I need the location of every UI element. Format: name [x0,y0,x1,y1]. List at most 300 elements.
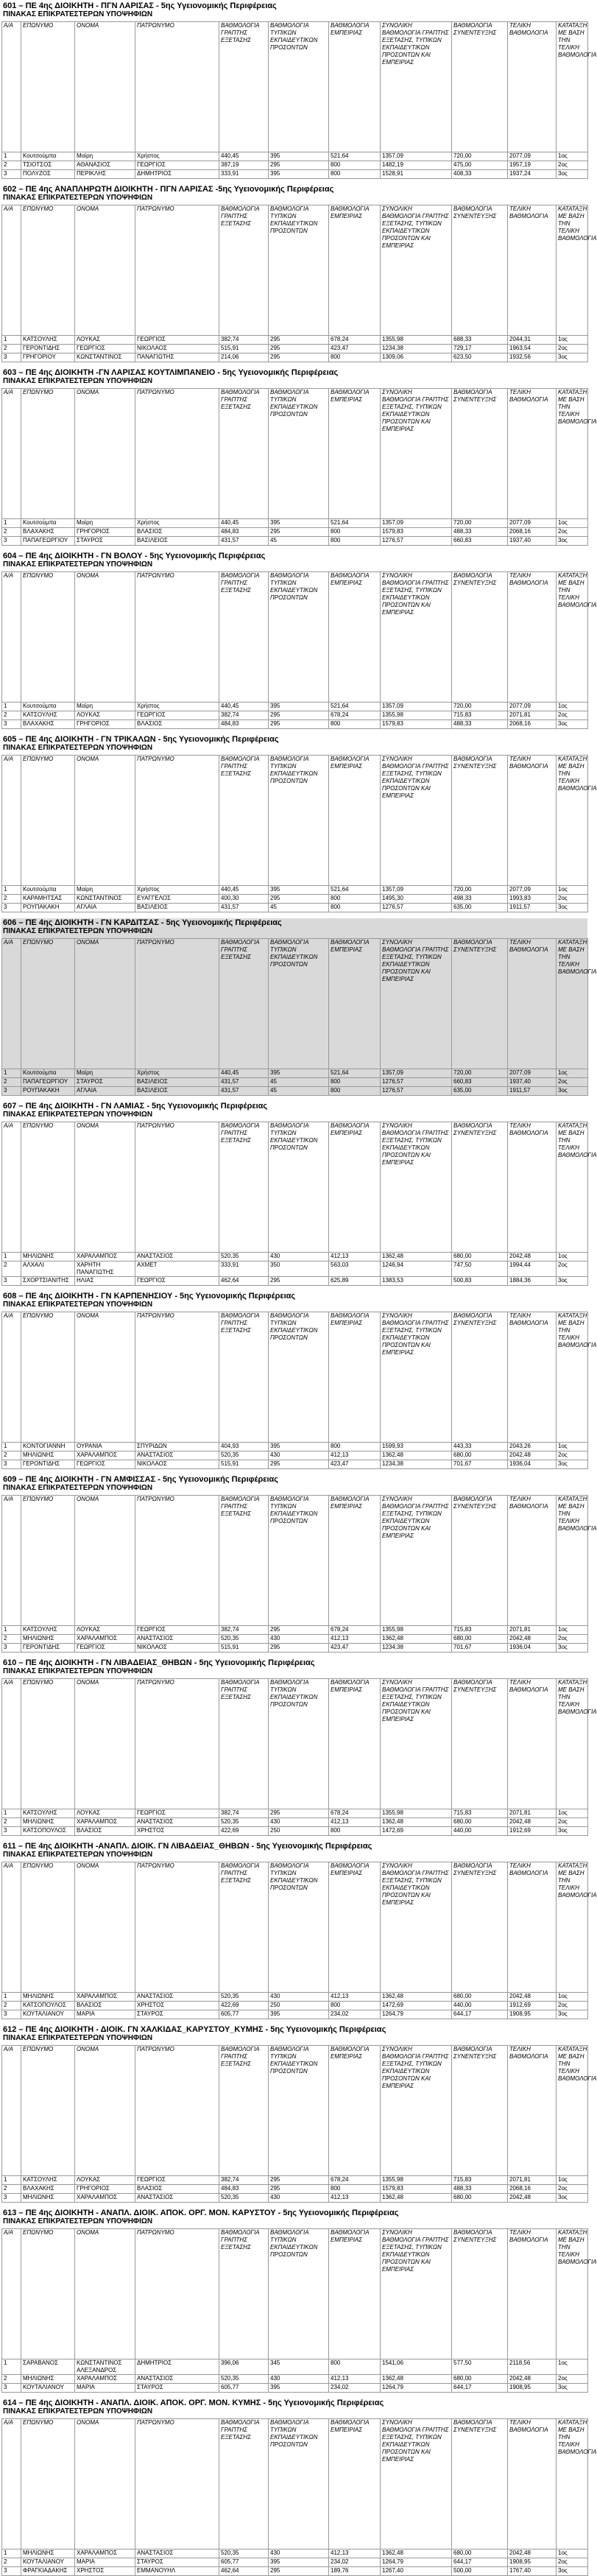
table-cell: 234,02 [329,2384,381,2393]
column-header: Α/Α [2,1496,21,1626]
table-cell: ΜΗΛΙΩΝΗΣ [21,1818,75,1827]
table-cell: 382,74 [219,336,269,345]
table-cell: 1ος [557,2359,588,2375]
table-cell: 715,83 [452,1626,508,1635]
column-header: ΚΑΤΑΤΑΞΗ ΜΕ ΒΑΣΗ ΤΗΝ ΤΕΛΙΚΗ ΒΑΘΜΟΛΟΓΙΑ [557,2046,588,2176]
column-header: ΕΠΩΝΥΜΟ [21,389,75,519]
section-subtitle: ΠΙΝΑΚΑΣ ΕΠΙΚΡΑΤΕΣΤΕΡΩΝ ΥΠΟΨΗΦΙΩΝ [3,1111,153,1119]
table-cell: Χρήστος [135,886,219,895]
table-cell: ΒΛΑΧΑΚΗΣ [21,720,75,729]
table-header-row [2,1312,588,1443]
table-row [2,1993,588,2002]
table-cell: 1912,69 [508,2002,557,2010]
column-header: ΕΠΩΝΥΜΟ [21,2419,75,2549]
table-cell: 2071,81 [508,1809,557,1818]
column-header: ΒΑΘΜΟΛΟΓΙΑ ΕΜΠΕΙΡΙΑΣ [329,205,381,336]
table-cell: 430 [269,1993,329,2002]
table-cell: 1355,98 [381,1809,452,1818]
table-cell: 800 [329,1087,381,1096]
column-header: ΒΑΘΜΟΛΟΓΙΑ ΤΥΠΙΚΩΝ ΕΚΠΑΙΔΕΥΤΙΚΩΝ ΠΡΟΣΟΝΤΩΝ [269,1496,329,1626]
table-cell: 623,50 [452,353,508,362]
table-row [2,2185,588,2194]
table-cell: 2ος [557,1451,588,1460]
table-row [2,1087,588,1096]
table-cell: 345 [269,2359,329,2375]
column-header: ΚΑΤΑΤΑΞΗ ΜΕ ΒΑΣΗ ΤΗΝ ΤΕΛΙΚΗ ΒΑΘΜΟΛΟΓΙΑ [557,1496,588,1626]
table-cell: 484,83 [219,720,269,729]
table-cell: 382,74 [219,1626,269,1635]
table-cell: ΑΝΑΣΤΑΣΙΟΣ [135,1253,219,1261]
table-cell: 1579,83 [381,2185,452,2194]
table-cell: 1937,40 [508,537,557,546]
table-cell: ΝΙΚΟΛΑΟΣ [135,345,219,353]
column-header: ΒΑΘΜΟΛΟΓΙΑ ΕΜΠΕΙΡΙΑΣ [329,572,381,703]
table-cell: 1767,40 [508,2567,557,2576]
table-cell: 678,24 [329,711,381,720]
table-row [2,1069,588,1078]
table-cell: 404,93 [219,1443,269,1451]
table-cell: 521,64 [329,703,381,711]
column-header: ΒΑΘΜΟΛΟΓΙΑ ΓΡΑΠΤΗΣ ΕΞΕΤΑΣΗΣ [219,756,269,886]
table-cell: ΝΙΚΟΛΑΟΣ [135,1644,219,1653]
table-row [2,2002,588,2010]
table-cell: ΚΑΤΣΟΥΛΗΣ [21,1626,75,1635]
column-header: ΕΠΩΝΥΜΟ [21,1312,75,1443]
table-cell: 2071,81 [508,711,557,720]
column-header: ΒΑΘΜΟΛΟΓΙΑ ΓΡΑΠΤΗΣ ΕΞΕΤΑΣΗΣ [219,2419,269,2549]
column-header: ΚΑΤΑΤΑΞΗ ΜΕ ΒΑΣΗ ΤΗΝ ΤΕΛΙΚΗ ΒΑΘΜΟΛΟΓΙΑ [557,389,588,519]
table-cell: ΡΟΥΠΑΚΑΚΗ [21,1087,75,1096]
column-header: ΕΠΩΝΥΜΟ [21,939,75,1069]
column-header: ΤΕΛΙΚΗ ΒΑΘΜΟΛΟΓΙΑ [508,1679,557,1809]
table-cell: 1362,48 [381,1635,452,1644]
table-cell: ΕΥΑΓΓΕΛΟΣ [135,895,219,904]
table-row [2,2384,588,2393]
table-cell: Χρήστος [135,1069,219,1078]
column-header: ΟΝΟΜΑ [75,22,135,152]
section-subtitle: ΠΙΝΑΚΑΣ ΕΠΙΚΡΑΤΕΣΤΕΡΩΝ ΥΠΟΨΗΦΙΩΝ [3,1301,153,1309]
table-cell: 680,00 [452,1451,508,1460]
table-cell: 295 [269,336,329,345]
table-cell: 2ος [557,895,588,904]
table-cell: ΕΜΜΑΝΟΥΗΛ [135,2567,219,2576]
table-cell: ΓΡΗΓΟΡΙΟΣ [75,720,135,729]
column-header: ΒΑΘΜΟΛΟΓΙΑ ΤΥΠΙΚΩΝ ΕΚΠΑΙΔΕΥΤΙΚΩΝ ΠΡΟΣΟΝΤΩΝ [269,205,329,336]
column-header: ΟΝΟΜΑ [75,756,135,886]
table-cell: 680,00 [452,2194,508,2203]
table-cell: 2 [2,345,21,353]
table-cell: 2118,56 [508,2359,557,2375]
section-title: 610 – ΠΕ 4ης ΔΙΟΙΚΗΤΗ - ΓΝ ΛΙΒΑΔΕΙΑΣ_ΘΗΒΩΝ - 5ης Υγειονομικής Περιφέρειας [3,1658,315,1667]
table-cell: 800 [329,1827,381,1836]
column-header: ΤΕΛΙΚΗ ΒΑΘΜΟΛΟΓΙΑ [508,939,557,1069]
column-header: ΒΑΘΜΟΛΟΓΙΑ ΓΡΑΠΤΗΣ ΕΞΕΤΑΣΗΣ [219,1862,269,1993]
column-header: ΒΑΘΜΟΛΟΓΙΑ ΓΡΑΠΤΗΣ ΕΞΕΤΑΣΗΣ [219,205,269,336]
table-cell: 1309,06 [381,353,452,362]
table-cell: ΚΩΝΣΤΑΝΤΙΝΟΣ ΑΛΕΞΑΝΔΡΟΣ [75,2359,135,2375]
table-cell: ΧΡΗΣΤΟΣ [135,2002,219,2010]
column-header: ΠΑΤΡΩΝΥΜΟ [135,389,219,519]
table-cell: 1993,83 [508,895,557,904]
column-header: ΤΕΛΙΚΗ ΒΑΘΜΟΛΟΓΙΑ [508,1496,557,1626]
table-cell: Μαίρη [75,1069,135,1078]
table-cell: 2042,48 [508,2194,557,2203]
table-cell: 1908,95 [508,2558,557,2567]
table-cell: ΚΑΤΣΟΥΛΗΣ [21,1809,75,1818]
table-cell: ΧΑΡΑΛΑΜΠΟΣ [75,2549,135,2558]
table-cell: 2068,16 [508,2185,557,2194]
table-cell: 423,47 [329,345,381,353]
column-header: ΣΥΝΟΛΙΚΗ ΒΑΘΜΟΛΟΓΙΑ ΓΡΑΠΤΗΣ ΕΞΕΤΑΣΗΣ, ΤΥΠΙΚΩΝ ΕΚΠΑΙΔΕΥΤΙΚΩΝ ΠΡΟΣΟΝΤΩΝ ΚΑΙ ΕΜΠΕΙΡΙΑΣ [381,205,452,336]
table-cell: 462,64 [219,1277,269,1286]
column-header: ΒΑΘΜΟΛΟΓΙΑ ΕΜΠΕΙΡΙΑΣ [329,1312,381,1443]
table-cell: 3 [2,2010,21,2019]
table-cell: ΔΗΜΗΤΡΙΟΣ [135,170,219,179]
column-header: ΒΑΘΜΟΛΟΓΙΑ ΤΥΠΙΚΩΝ ΕΚΠΑΙΔΕΥΤΙΚΩΝ ΠΡΟΣΟΝΤΩΝ [269,2419,329,2549]
section-subtitle: ΠΙΝΑΚΑΣ ΕΠΙΚΡΑΤΕΣΤΕΡΩΝ ΥΠΟΨΗΦΙΩΝ [3,744,153,752]
table-cell: ΗΛΙΑΣ [75,1277,135,1286]
table-cell: Μαίρη [75,886,135,895]
table-cell: ΒΛΑΣΙΟΣ [135,720,219,729]
table-cell: 333,91 [219,170,269,179]
column-header: ΒΑΘΜΟΛΟΓΙΑ ΤΥΠΙΚΩΝ ΕΚΠΑΙΔΕΥΤΙΚΩΝ ΠΡΟΣΟΝΤΩΝ [269,2046,329,2176]
table-cell: ΣΑΡΑΒΑΝΟΣ [21,2359,75,2375]
column-header: ΟΝΟΜΑ [75,572,135,703]
table-cell: ΜΗΛΙΩΝΗΣ [21,1253,75,1261]
column-header: ΟΝΟΜΑ [75,205,135,336]
column-header: ΤΕΛΙΚΗ ΒΑΘΜΟΛΟΓΙΑ [508,1312,557,1443]
table-cell: 488,33 [452,528,508,537]
column-header: ΣΥΝΟΛΙΚΗ ΒΑΘΜΟΛΟΓΙΑ ΓΡΑΠΤΗΣ ΕΞΕΤΑΣΗΣ, ΤΥΠΙΚΩΝ ΕΚΠΑΙΔΕΥΤΙΚΩΝ ΠΡΟΣΟΝΤΩΝ ΚΑΙ ΕΜΠΕΙΡΙΑΣ [381,572,452,703]
table-cell: 2 [2,1451,21,1460]
table-cell: 500,83 [452,1277,508,1286]
table-cell: ΣΤΑΥΡΟΣ [135,2010,219,2019]
table-cell: 430 [269,2375,329,2384]
table-cell: 2ος [557,1261,588,1277]
table-cell: ΑΓΛΑΙΑ [75,904,135,912]
column-header: Α/Α [2,205,21,336]
table-cell: 2ος [557,345,588,353]
table-cell: ΜΑΡΙΑ [75,2558,135,2567]
table-cell: 430 [269,2194,329,2203]
table-cell: 431,57 [219,904,269,912]
table-cell: 1ος [557,2176,588,2185]
table-row [2,1261,588,1277]
table-cell: 800 [329,895,381,904]
table-cell: 1357,09 [381,519,452,528]
table-cell: 295 [269,345,329,353]
table-cell: 1 [2,519,21,528]
table-cell: 715,83 [452,1809,508,1818]
table-cell: 189,76 [329,2567,381,2576]
column-header: ΠΑΤΡΩΝΥΜΟ [135,1679,219,1809]
table-row [2,161,588,170]
section-subtitle: ΠΙΝΑΚΑΣ ΕΠΙΚΡΑΤΕΣΤΕΡΩΝ ΥΠΟΨΗΦΙΩΝ [3,194,153,202]
candidates-table [1,21,597,179]
candidates-table [1,1678,597,1836]
table-cell: 2 [2,1818,21,1827]
table-row [2,528,588,537]
table-cell: 1472,69 [381,1827,452,1836]
column-header: ΚΑΤΑΤΑΞΗ ΜΕ ΒΑΣΗ ΤΗΝ ΤΕΛΙΚΗ ΒΑΘΜΟΛΟΓΙΑ [557,756,588,886]
table-cell: 3ος [557,170,588,179]
table-cell: 2042,48 [508,1818,557,1827]
table-cell: 800 [329,161,381,170]
table-cell: ΒΑΣΙΛΕΙΟΣ [135,537,219,546]
table-cell: 387,19 [219,161,269,170]
table-cell: 462,64 [219,2567,269,2576]
table-cell: 521,64 [329,1069,381,1078]
column-header: ΚΑΤΑΤΑΞΗ ΜΕ ΒΑΣΗ ΤΗΝ ΤΕΛΙΚΗ ΒΑΘΜΟΛΟΓΙΑ [557,939,588,1069]
candidates-table [1,1495,597,1653]
table-cell: 250 [269,1827,329,1836]
table-cell: 1276,57 [381,904,452,912]
section-title: 613 – ΠΕ 4ης ΔΙΟΙΚΗΤΗ - ΑΝΑΠΛ. ΔΙΟΙΚ. ΑΠΟΚ. ΟΡΓ. ΜΟΝ. ΚΑΡΥΣΤΟΥ - 5ης Υγειονομικής Περιφέρειας [3,2209,399,2217]
table-cell: ΑΓΛΑΙΑ [75,1087,135,1096]
column-header: ΤΕΛΙΚΗ ΒΑΘΜΟΛΟΓΙΑ [508,2419,557,2549]
table-cell: ΜΗΛΙΩΝΗΣ [21,2375,75,2384]
column-header: ΒΑΘΜΟΛΟΓΙΑ ΤΥΠΙΚΩΝ ΕΚΠΑΙΔΕΥΤΙΚΩΝ ΠΡΟΣΟΝΤΩΝ [269,1312,329,1443]
table-cell: ΛΟΥΚΑΣ [75,711,135,720]
table-cell: 720,00 [452,703,508,711]
table-cell: ΑΝΑΣΤΑΣΙΟΣ [135,1993,219,2002]
table-cell: 1937,40 [508,1078,557,1087]
column-header: ΠΑΤΡΩΝΥΜΟ [135,1496,219,1626]
table-cell: 660,83 [452,537,508,546]
column-header: ΒΑΘΜΟΛΟΓΙΑ ΤΥΠΙΚΩΝ ΕΚΠΑΙΔΕΥΤΙΚΩΝ ΠΡΟΣΟΝΤΩΝ [269,2229,329,2359]
table-row [2,353,588,362]
table-cell: ΚΟΥΤΑΛΙΑΝΟΥ [21,2558,75,2567]
column-header: ΚΑΤΑΤΑΞΗ ΜΕ ΒΑΣΗ ΤΗΝ ΤΕΛΙΚΗ ΒΑΘΜΟΛΟΓΙΑ [557,1312,588,1443]
column-header: ΒΑΘΜΟΛΟΓΙΑ ΣΥΝΕΝΤΕΥΞΗΣ [452,389,508,519]
table-cell: Χρήστος [135,519,219,528]
table-cell: 396,06 [219,2359,269,2375]
table-cell: 1362,48 [381,2549,452,2558]
table-cell: ΤΣΙΟΤΣΟΣ [21,161,75,170]
column-header: ΒΑΘΜΟΛΟΓΙΑ ΣΥΝΕΝΤΕΥΞΗΣ [452,2419,508,2549]
table-cell: 1 [2,2359,21,2375]
column-header: ΒΑΘΜΟΛΟΓΙΑ ΓΡΑΠΤΗΣ ΕΞΕΤΑΣΗΣ [219,2046,269,2176]
table-cell: 1234,38 [381,345,452,353]
results-section [1,1658,597,1836]
section-title: 611 – ΠΕ 4ης ΔΙΟΙΚΗΤΗ -ΑΝΑΠΛ. ΔΙΟΙΚ. ΓΝ ΛΙΒΑΔΕΙΑΣ_ΘΗΒΩΝ - 5ης Υγειονομικής Περιφέρειας [3,1842,372,1851]
table-cell: 440,45 [219,519,269,528]
column-header: ΠΑΤΡΩΝΥΜΟ [135,1312,219,1443]
table-cell: ΜΗΛΙΩΝΗΣ [21,1635,75,1644]
table-cell: 680,00 [452,1635,508,1644]
column-header: ΒΑΘΜΟΛΟΓΙΑ ΣΥΝΕΝΤΕΥΞΗΣ [452,2229,508,2359]
table-cell: 1355,98 [381,1626,452,1635]
column-header: ΣΥΝΟΛΙΚΗ ΒΑΘΜΟΛΟΓΙΑ ΓΡΑΠΤΗΣ ΕΞΕΤΑΣΗΣ, ΤΥΠΙΚΩΝ ΕΚΠΑΙΔΕΥΤΙΚΩΝ ΠΡΟΣΟΝΤΩΝ ΚΑΙ ΕΜΠΕΙΡΙΑΣ [381,1122,452,1253]
table-cell: 2 [2,2375,21,2384]
section-title: 602 – ΠΕ 4ης ΑΝΑΠΛΗΡΩΤΗ ΔΙΟΙΚΗΤΗ - ΠΓΝ ΛΑΡΙΣΑΣ -5ης Υγειονομικής Περιφέρειας [3,185,334,194]
column-header: Α/Α [2,1679,21,1809]
table-cell: 3 [2,1460,21,1469]
results-section [1,2209,597,2393]
table-header-row [2,205,588,336]
table-header-row [2,2419,588,2549]
table-cell: 395 [269,2010,329,2019]
results-section [1,1475,597,1653]
table-cell: 3ος [557,1460,588,1469]
table-cell: 1957,19 [508,161,557,170]
table-cell: 800 [329,353,381,362]
table-cell: 605,77 [219,2384,269,2393]
table-cell: 295 [269,720,329,729]
column-header: ΒΑΘΜΟΛΟΓΙΑ ΓΡΑΠΤΗΣ ΕΞΕΤΑΣΗΣ [219,1122,269,1253]
table-cell: ΓΕΩΡΓΙΟΣ [135,336,219,345]
column-header: ΒΑΘΜΟΛΟΓΙΑ ΕΜΠΕΙΡΙΑΣ [329,1496,381,1626]
table-row [2,2558,588,2567]
table-cell: 295 [269,711,329,720]
table-cell: 520,35 [219,1635,269,1644]
table-cell: ΒΛΑΣΙΟΣ [75,2002,135,2010]
table-cell: 2071,81 [508,2176,557,2185]
table-cell: ΓΡΗΓΟΡΙΟΥ [21,353,75,362]
table-header-row [2,22,588,152]
table-cell: ΚΑΤΣΟΥΛΗΣ [21,336,75,345]
table-cell: 520,35 [219,2375,269,2384]
table-cell: 295 [269,1460,329,1469]
table-cell: 605,77 [219,2010,269,2019]
table-cell: 3 [2,1277,21,1286]
table-cell: ΚΩΝΣΤΑΝΤΙΝΟΣ [75,895,135,904]
table-cell: 1ος [557,1809,588,1818]
candidates-table [1,2418,597,2576]
table-cell: 488,33 [452,2185,508,2194]
table-cell: ΧΑΡΑΛΑΜΠΟΣ [75,1818,135,1827]
section-title: 607 – ΠΕ 4ης ΔΙΟΙΚΗΤΗ - ΓΝ ΛΑΜΙΑΣ - 5ης Υγειονομικής Περιφέρειας [3,1102,268,1111]
table-cell: 1ος [557,703,588,711]
table-row [2,2567,588,2576]
table-row [2,720,588,729]
table-cell: 2ος [557,2375,588,2384]
table-cell: 1ος [557,519,588,528]
table-cell: 515,91 [219,1644,269,1653]
column-header: ΟΝΟΜΑ [75,2419,135,2549]
table-cell: ΜΗΛΙΩΝΗΣ [21,1451,75,1460]
table-cell: 1276,57 [381,1078,452,1087]
table-cell: ΜΗΛΙΩΝΗΣ [21,2549,75,2558]
table-cell: 520,35 [219,1451,269,1460]
table-cell: 515,91 [219,345,269,353]
table-cell: 3 [2,2567,21,2576]
table-cell: 484,83 [219,528,269,537]
column-header: ΚΑΤΑΤΑΞΗ ΜΕ ΒΑΣΗ ΤΗΝ ΤΕΛΙΚΗ ΒΑΘΜΟΛΟΓΙΑ [557,1862,588,1993]
table-cell: 422,69 [219,1827,269,1836]
table-cell: 2ος [557,2558,588,2567]
section-subtitle: ΠΙΝΑΚΑΣ ΕΠΙΚΡΑΤΕΣΤΕΡΩΝ ΥΠΟΨΗΦΙΩΝ [3,10,153,18]
table-cell: 3ος [557,1827,588,1836]
table-cell: Χρήστος [135,703,219,711]
table-cell: 1383,53 [381,1277,452,1286]
table-cell: 1264,79 [381,2384,452,2393]
table-cell: 395 [269,1443,329,1451]
table-cell: 45 [269,1078,329,1087]
table-cell: 440,45 [219,1069,269,1078]
table-cell: 701,67 [452,1460,508,1469]
column-header: ΟΝΟΜΑ [75,939,135,1069]
table-cell: ΓΕΩΡΓΙΟΣ [135,1277,219,1286]
column-header: ΠΑΤΡΩΝΥΜΟ [135,939,219,1069]
table-cell: ΣΤΑΥΡΟΣ [75,1078,135,1087]
table-cell: 680,00 [452,1818,508,1827]
table-cell: ΓΕΩΡΓΙΟΣ [75,1644,135,1653]
table-cell: 2077,09 [508,886,557,895]
table-cell: 350 [269,1261,329,1277]
table-cell: 395 [269,170,329,179]
column-header: ΤΕΛΙΚΗ ΒΑΘΜΟΛΟΓΙΑ [508,572,557,703]
table-cell: 1234,38 [381,1644,452,1653]
column-header: ΟΝΟΜΑ [75,2046,135,2176]
table-cell: 521,64 [329,519,381,528]
table-cell: ΣΤΑΥΡΟΣ [135,2558,219,2567]
table-row [2,1253,588,1261]
table-cell: 720,00 [452,886,508,895]
table-cell: 720,00 [452,519,508,528]
table-cell: ΒΛΑΣΙΟΣ [135,2185,219,2194]
column-header: ΣΥΝΟΛΙΚΗ ΒΑΘΜΟΛΟΓΙΑ ΓΡΑΠΤΗΣ ΕΞΕΤΑΣΗΣ, ΤΥΠΙΚΩΝ ΕΚΠΑΙΔΕΥΤΙΚΩΝ ΠΡΟΣΟΝΤΩΝ ΚΑΙ ΕΜΠΕΙΡΙΑΣ [381,2419,452,2549]
table-cell: 1482,19 [381,161,452,170]
column-header: ΟΝΟΜΑ [75,1122,135,1253]
table-cell: 1579,83 [381,528,452,537]
table-cell: 3 [2,1087,21,1096]
table-cell: 3 [2,904,21,912]
table-cell: ΓΕΩΡΓΙΟΣ [135,2176,219,2185]
table-cell: 800 [329,537,381,546]
table-cell: 1ος [557,2549,588,2558]
column-header: ΟΝΟΜΑ [75,1862,135,1993]
table-row [2,1818,588,1827]
column-header: ΒΑΘΜΟΛΟΓΙΑ ΣΥΝΕΝΤΕΥΞΗΣ [452,1679,508,1809]
column-header: ΒΑΘΜΟΛΟΓΙΑ ΤΥΠΙΚΩΝ ΕΚΠΑΙΔΕΥΤΙΚΩΝ ΠΡΟΣΟΝΤΩΝ [269,1862,329,1993]
table-cell: 520,35 [219,1253,269,1261]
column-header: ΒΑΘΜΟΛΟΓΙΑ ΣΥΝΕΝΤΕΥΞΗΣ [452,2046,508,2176]
table-cell: ΚΟΥΤΑΛΙΑΝΟΥ [21,2384,75,2393]
table-cell: 3 [2,2194,21,2203]
table-cell: 234,02 [329,2558,381,2567]
results-section [1,185,597,362]
table-cell: 520,35 [219,1818,269,1827]
table-cell: 1599,93 [381,1443,452,1451]
table-cell: 1 [2,886,21,895]
table-cell: 747,50 [452,1261,508,1277]
table-cell: ΓΕΩΡΓΙΟΣ [135,1809,219,1818]
table-cell: 3 [2,2384,21,2393]
table-cell: 382,74 [219,1809,269,1818]
table-header-row [2,1679,588,1809]
table-cell: ΛΟΥΚΑΣ [75,2176,135,2185]
table-row [2,2010,588,2019]
table-cell: 295 [269,2567,329,2576]
column-header: ΣΥΝΟΛΙΚΗ ΒΑΘΜΟΛΟΓΙΑ ΓΡΑΠΤΗΣ ΕΞΕΤΑΣΗΣ, ΤΥΠΙΚΩΝ ΕΚΠΑΙΔΕΥΤΙΚΩΝ ΠΡΟΣΟΝΤΩΝ ΚΑΙ ΕΜΠΕΙΡΙΑΣ [381,1312,452,1443]
section-title: 603 – ΠΕ 4ης ΔΙΟΙΚΗΤΗ -ΓΝ ΛΑΡΙΣΑΣ ΚΟΥΤΛΙΜΠΑΝΕΙΟ - 5ης Υγειονομικής Περιφέρειας [3,368,339,377]
column-header: ΒΑΘΜΟΛΟΓΙΑ ΓΡΑΠΤΗΣ ΕΞΕΤΑΣΗΣ [219,939,269,1069]
table-cell: 250 [269,2002,329,2010]
table-cell: ΑΝΑΣΤΑΣΙΟΣ [135,1451,219,1460]
column-header: ΒΑΘΜΟΛΟΓΙΑ ΣΥΝΕΝΤΕΥΞΗΣ [452,1862,508,1993]
table-cell: 1276,57 [381,1087,452,1096]
table-cell: 1 [2,1069,21,1078]
table-cell: ΠΟΛΥΖΟΣ [21,170,75,179]
table-cell: 800 [329,170,381,179]
table-cell: ΜΑΡΙΑ [75,2384,135,2393]
table-cell: 1472,69 [381,2002,452,2010]
table-cell: ΑΝΑΣΤΑΣΙΟΣ [135,1818,219,1827]
table-row [2,1451,588,1460]
table-cell: Κουτσούμπα [21,1069,75,1078]
results-section [1,735,597,912]
